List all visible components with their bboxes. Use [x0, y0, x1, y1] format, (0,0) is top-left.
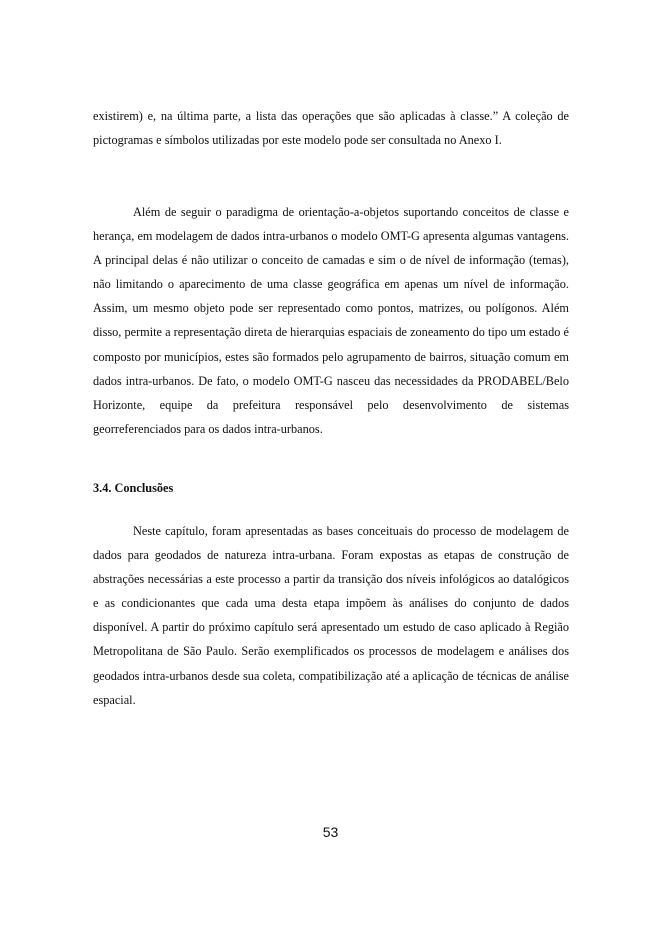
- paragraph-omtg-advantages: Além de seguir o paradigma de orientação-a-objetos suportando conceitos de classe e herança, em modelagem de dados intra-urbanos o modelo OMT-G apresenta algumas vantagens. A principal delas é não utilizar o conceito de camadas e sim o de nível de informação (temas), não limitando o aparecimento de uma classe geográfica em apenas um nível de informação. Assim, um mesmo objeto pode ser representado como pontos, matrizes, ou polígonos. Além disso, permite a representação direta de hierarquias espaciais de zoneamento do tipo um estado é composto por municípios, estes são formados pelo agrupamento de bairros, situação comum em dados intra-urbanos. De fato, o modelo OMT-G nasceu das necessidades da PRODABEL/Belo Horizonte, equipe da prefeitura responsável pelo desenvolvimento de sistemas georreferenciados para os dados intra-urbanos.: [93, 205, 569, 436]
- page-number: 53: [322, 824, 339, 840]
- section-heading: 3.4. Conclusões: [93, 481, 174, 495]
- paragraph-conclusions: Neste capítulo, foram apresentadas as bases conceituais do processo de modelagem de dados para geodados de natureza intra-urbana. Foram expostas as etapas de construção de abstrações necessárias a este processo a partir da transição dos níveis infológicos ao datalógicos e as condicionantes que cada uma desta etapa impõem às análises do conjunto de dados disponível. A partir do próximo capítulo será apresentado um estudo de caso aplicado à Região Metropolitana de São Paulo. Serão exemplificados os processos de modelagem e análises dos geodados intra-urbanos desde sua coleta, compatibilização até a aplicação de técnicas de análise espacial.: [93, 524, 569, 707]
- paragraph-continuation: existirem) e, na última parte, a lista das operações que são aplicadas à classe.” A coleção de pictogramas e símbolos utilizadas por este modelo pode ser consultada no Anexo I.: [93, 109, 569, 148]
